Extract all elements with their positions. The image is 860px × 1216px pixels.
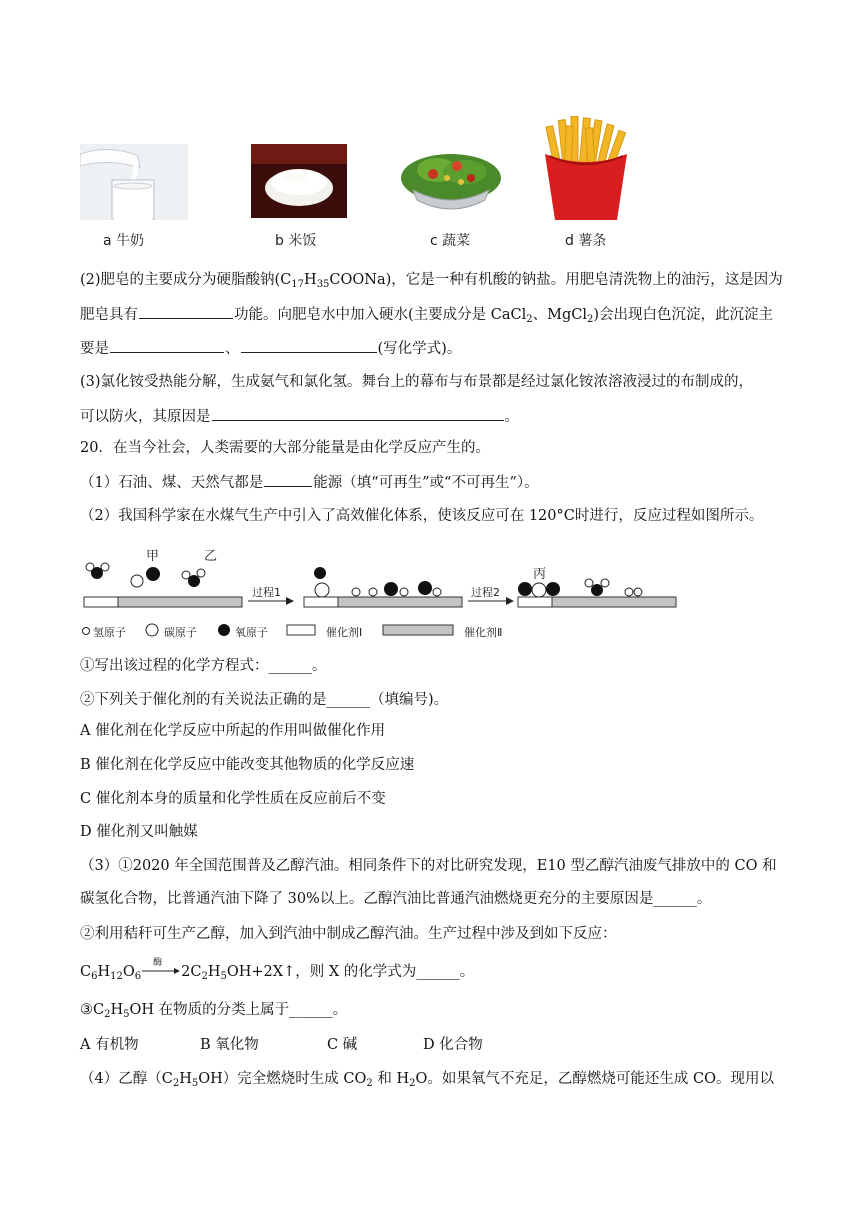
label-step1: 过程1 <box>252 586 281 599</box>
legend-catalyst-1: 催化剂Ⅰ <box>326 626 363 639</box>
option-d[interactable]: D 催化剂又叫触媒 <box>80 824 198 840</box>
sub-q1: ①写出该过程的化学方程式：______。 <box>80 658 327 674</box>
rice-image <box>251 144 347 218</box>
food-caption-milk: a 牛奶 <box>103 233 145 249</box>
q2-line-3: 要是 、 (写化学式)。 <box>80 338 461 359</box>
class-option-d[interactable]: D 化合物 <box>423 1037 483 1053</box>
class-option-b[interactable]: B 氧化物 <box>200 1037 259 1053</box>
sub-q2: ②下列关于催化剂的有关说法正确的是______（填编号)。 <box>80 692 449 708</box>
q3-line-1: (3)氯化铵受热能分解，生成氨气和氯化氢。舞台上的幕布与布景都是经过氯化铵浓溶液浸过的布制成的， <box>80 374 754 390</box>
milk-image <box>80 144 188 220</box>
food-caption-salad: c 蔬菜 <box>430 233 471 249</box>
label-bing: 丙 <box>533 567 547 582</box>
blank-energy-type[interactable] <box>264 472 312 487</box>
q3-line-2: 可以防火，其原因是 。 <box>80 406 519 427</box>
option-b[interactable]: B 催化剂在化学反应中能改变其他物质的化学反应速 <box>80 757 415 773</box>
q3b-line-2: 碳氢化合物，比普通汽油下降了 30%以上。乙醇汽油比普通汽油燃烧更充分的主要原因是______。 <box>80 891 712 907</box>
reaction-arrow: 酶 <box>141 962 181 976</box>
q20-title: 20．在当今社会，人类需要的大部分能量是由化学反应产生的。 <box>80 440 490 456</box>
legend-carbon: 碳原子 <box>164 626 197 639</box>
legend-hydrogen: 氢原子 <box>93 626 126 639</box>
label-jia: 甲 <box>146 549 160 564</box>
q3b-line-5: $③C_2H_5OH$ 在物质的分类上属于______。 <box>80 1002 348 1020</box>
legend-catalyst-2: 催化剂Ⅱ <box>464 626 503 639</box>
legend-oxygen: 氧原子 <box>235 626 268 639</box>
q4-line-1: （4）乙醇$(C_2H_5OH)$完全燃烧时生成 $CO_2$ 和 $H_2O$。如果氧气不充足，乙醇燃烧可能还生成 CO。现用以 <box>80 1071 774 1089</box>
label-yi: 乙 <box>204 549 218 564</box>
fries-image <box>541 116 631 220</box>
blank-precipitate-1[interactable] <box>110 338 224 353</box>
blank-function[interactable] <box>139 304 233 319</box>
q2-line-2: 肥皂具有 功能。向肥皂水中加入硬水(主要成分是 CaCl$_2$、MgCl$_2$)会出现白色沉淀，此沉淀主 <box>80 304 773 325</box>
label-step2: 过程2 <box>471 586 500 599</box>
food-caption-rice: b 米饭 <box>275 233 317 249</box>
q20-part2: （2）我国科学家在水煤气生产中引入了高效催化体系，使该反应可在 120°C时进行，反应过程如图所示。 <box>80 508 764 524</box>
class-option-a[interactable]: A 有机物 <box>80 1037 139 1053</box>
q3b-line-1: （3）①2020 年全国范围普及乙醇汽油。相同条件下的对比研究发现，E10 型乙醇汽油废气排放中的 CO 和 <box>80 858 777 874</box>
food-caption-fries: d 薯条 <box>565 233 607 249</box>
option-c[interactable]: C 催化剂本身的质量和化学性质在反应前后不变 <box>80 791 386 807</box>
option-a[interactable]: A 催化剂在化学反应中所起的作用叫做催化作用 <box>80 723 386 739</box>
salad-image <box>399 148 503 216</box>
q2-line-1: (2)肥皂的主要成分为硬脂酸钠$(C_{17}H_{35}COONa)$，它是一种有机酸的钠盐。用肥皂清洗物上的油污，这是因为 <box>80 272 783 290</box>
fermentation-equation: $C_6H_{12}O_6$ 酶 $2C_2H_5OH+2X↑$，则 X 的化学式为______。 <box>80 958 475 982</box>
class-option-c[interactable]: C 碱 <box>327 1037 358 1053</box>
blank-precipitate-2[interactable] <box>241 338 377 353</box>
blank-reason[interactable] <box>212 406 504 421</box>
q3b-line-3: ②利用秸秆可生产乙醇，加入到汽油中制成乙醇汽油。生产过程中涉及到如下反应： <box>80 926 617 942</box>
q20-part1: （1）石油、煤、天然气都是 能源（填“可再生”或“不可再生”）。 <box>80 472 539 493</box>
